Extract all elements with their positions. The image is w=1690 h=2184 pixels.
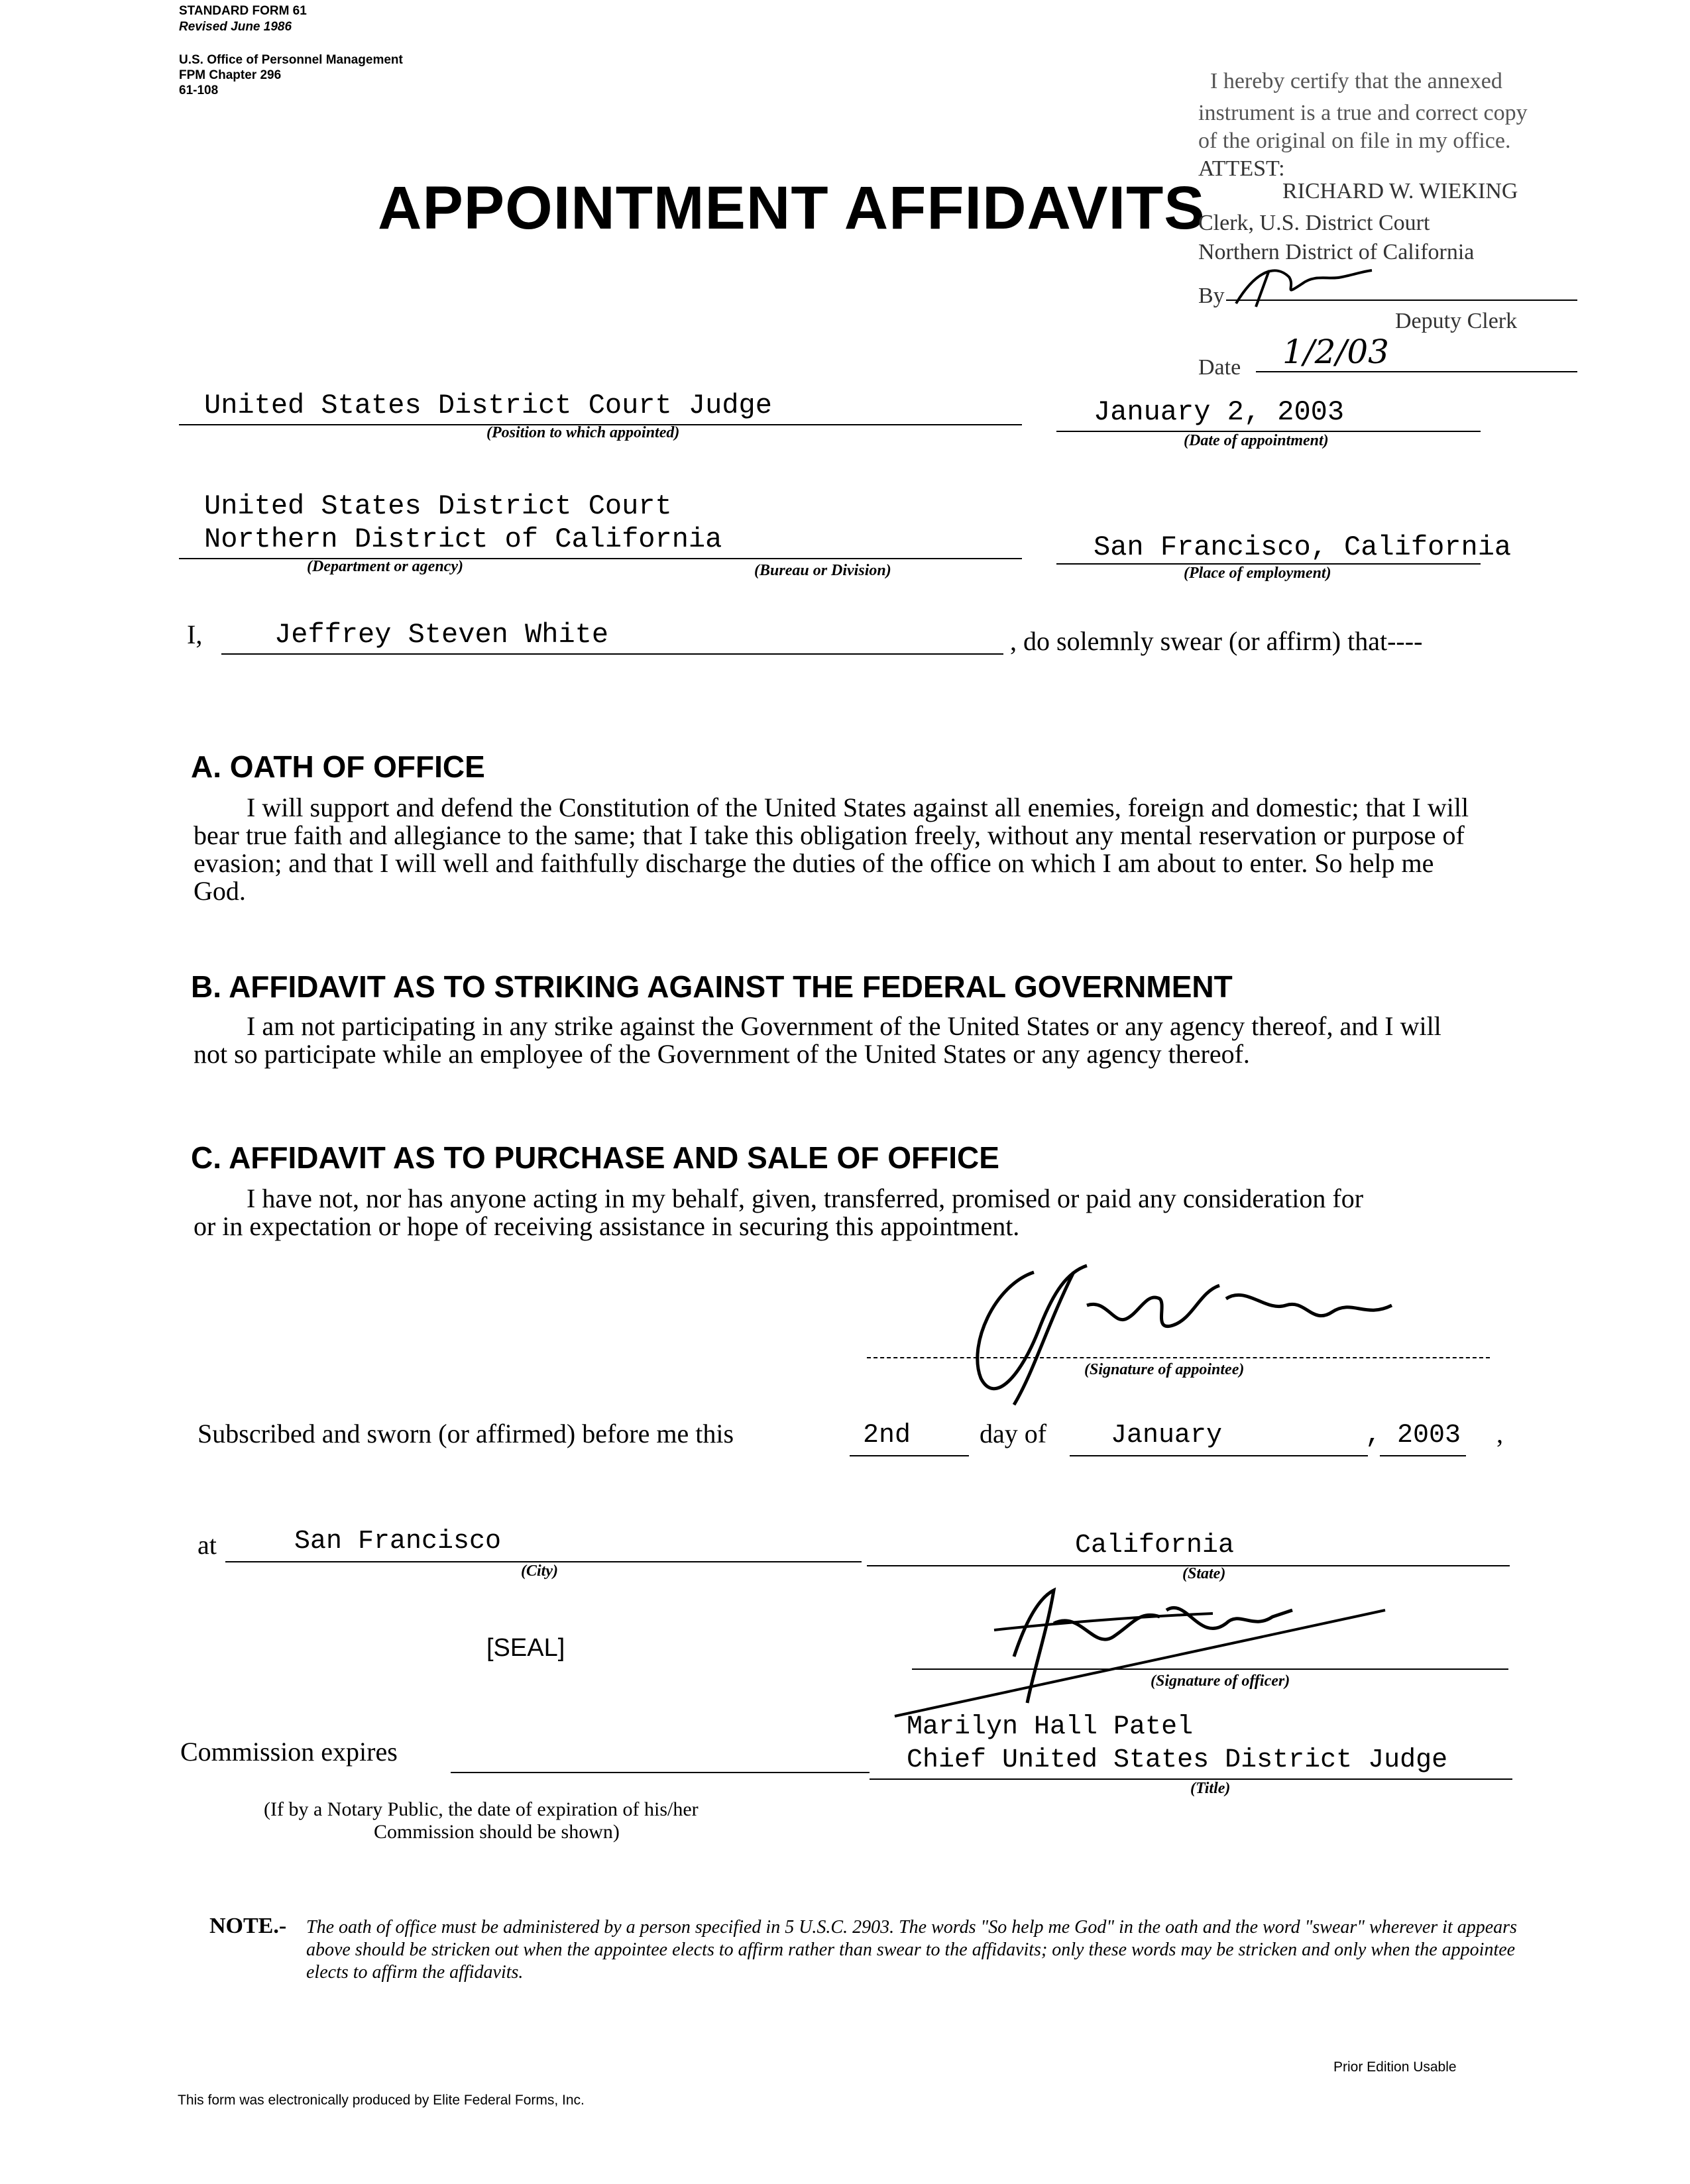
place-value: San Francisco, California (1094, 531, 1512, 563)
appointee-signature-icon (915, 1246, 1445, 1418)
revised-date: Revised June 1986 (179, 20, 292, 34)
clerk-signature-icon (1229, 257, 1375, 310)
sworn-day: 2nd (863, 1421, 911, 1450)
clerk-name: RICHARD W. WIEKING (1282, 179, 1518, 203)
agency-name: U.S. Office of Personnel Management (179, 53, 403, 67)
note-label: NOTE.- (209, 1914, 287, 1938)
commission-label: Commission expires (180, 1737, 398, 1767)
footer-edition: Prior Edition Usable (1333, 2059, 1457, 2075)
commission-note-line-1: (If by a Notary Public, the date of expiration of his/her (264, 1798, 699, 1820)
by-label: By (1198, 284, 1225, 308)
city-value: San Francisco (294, 1527, 502, 1556)
officer-title-caption: (Title) (1190, 1780, 1231, 1797)
department-line-2: Northern District of California (204, 523, 722, 555)
sworn-day-of: day of (980, 1419, 1047, 1448)
section-c-text: I have not, nor has anyone acting in my behalf, given, transferred, promised or paid any consideration for or in expectation or hope of receiving assistance in securing this appointment. (194, 1183, 1364, 1241)
place-caption: (Place of employment) (1184, 565, 1331, 582)
appointee-name: Jeffrey Steven White (274, 619, 609, 651)
seal-label: [SEAL] (486, 1634, 565, 1662)
bureau-caption: (Bureau or Division) (754, 562, 891, 579)
fpm-chapter: FPM Chapter 296 (179, 68, 282, 82)
section-b-heading: B. AFFIDAVIT AS TO STRIKING AGAINST THE FEDERAL GOVERNMENT (191, 969, 1233, 1004)
state-caption: (State) (1182, 1565, 1226, 1582)
deputy-clerk-label: Deputy Clerk (1395, 309, 1518, 333)
at-label: at (197, 1530, 217, 1560)
officer-name: Marilyn Hall Patel (907, 1712, 1194, 1742)
appointee-signature-caption: (Signature of appointee) (1084, 1361, 1245, 1378)
officer-title: Chief United States District Judge (907, 1745, 1448, 1775)
certify-line-2: instrument is a true and correct copy (1198, 101, 1528, 125)
section-a-heading: A. OATH OF OFFICE (191, 749, 485, 784)
page-title: APPOINTMENT AFFIDAVITS (378, 174, 1206, 242)
department-caption: (Department or agency) (307, 558, 463, 575)
certify-line-3: of the original on file in my office. (1198, 129, 1511, 153)
note-text: The oath of office must be administered by a person specified in 5 U.S.C. 2903. The words "So help me God" in the oath and the word "swear" wherever it appears above should be stricken out when the appointee elects to affirm rather than swear to the affidavits; only these words may be stricken and only when the appointee elects to affirm the affidavits. (306, 1917, 1517, 1983)
clerk-district: Northern District of California (1198, 240, 1475, 264)
clerk-title: Clerk, U.S. District Court (1198, 211, 1430, 235)
officer-signature-icon (881, 1570, 1412, 1729)
position-value: United States District Court Judge (204, 390, 772, 421)
city-caption: (City) (521, 1562, 558, 1580)
sworn-trailing: , (1496, 1419, 1503, 1448)
sworn-year: , 2003 (1365, 1421, 1461, 1450)
state-value: California (1075, 1531, 1235, 1560)
section-b-text: I am not participating in any strike against the Government of the United States or any agency thereof, and I will not so participate while an employee of the Government of the United States or any agency thereof. (194, 1011, 1441, 1069)
form-code: 61-108 (179, 83, 219, 97)
certify-line-1: I hereby certify that the annexed (1210, 69, 1502, 93)
appointment-date-value: January 2, 2003 (1094, 396, 1345, 428)
sworn-prefix: Subscribed and sworn (or affirmed) before me this (197, 1419, 734, 1448)
sworn-month: January (1111, 1421, 1223, 1450)
date-label: Date (1198, 355, 1241, 380)
section-a-text: I will support and defend the Constitution of the United States against all enemies, foreign and domestic; that I will bear true faith and allegiance to the same; that I take this obligation freely, without any mental reservation or purpose of evasion; and that I will well and faithfully discharge the duties of the office on which I am about to enter. So help me God. (194, 792, 1469, 906)
attest-label: ATTEST: (1198, 156, 1285, 181)
appointment-date-caption: (Date of appointment) (1184, 432, 1329, 449)
commission-note-line-2: Commission should be shown) (374, 1821, 620, 1843)
form-number: STANDARD FORM 61 (179, 4, 307, 18)
section-c-heading: C. AFFIDAVIT AS TO PURCHASE AND SALE OF OFFICE (191, 1140, 999, 1175)
footer-producer: This form was electronically produced by Elite Federal Forms, Inc. (178, 2093, 585, 2108)
swear-text: , do solemnly swear (or affirm) that---- (1010, 626, 1423, 656)
department-line-1: United States District Court (204, 490, 672, 522)
officer-signature-caption: (Signature of officer) (1151, 1672, 1290, 1690)
i-label: I, (187, 620, 203, 649)
certification-date: 1/2/03 (1282, 333, 1389, 371)
position-caption: (Position to which appointed) (486, 424, 680, 441)
